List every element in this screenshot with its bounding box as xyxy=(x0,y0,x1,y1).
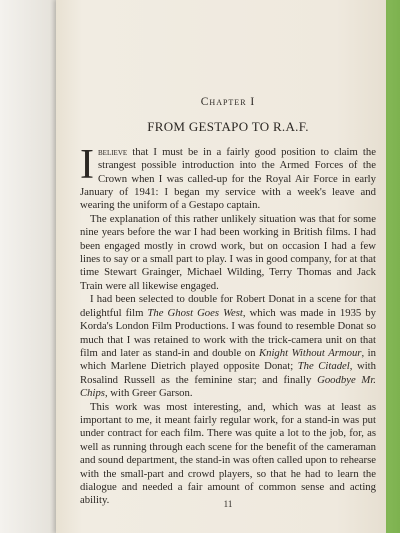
drop-cap: I xyxy=(80,141,94,188)
film-title: Knight Without Armour xyxy=(258,346,362,359)
paragraph-4: This work was most interesting, and, which was at least as important to me, it meant fairly regular work, for a stand-in was put under contract for each film. There was quite a lot to the job, for, as well as running through each scene for the benefit of the cameraman and sound department, the stand-in was often called upon to rehearse with the small-part and crowd players, so that he had to learn the dialogue and needed a fair amount of common sense and acting ability. xyxy=(80,400,376,507)
paragraph-text: , which was made in 1935 by Korda's London Film Productions. I was found to resemble Donat so much that I was retained to work with the trick-camera unit on that film and later as stand-in and double on xyxy=(80,306,376,359)
paragraph-text: , with Greer Garson. xyxy=(104,387,193,400)
paragraph-1 xyxy=(80,141,376,213)
film-title: The Ghost Goes West xyxy=(147,306,243,319)
paragraph-text: , in which Marlene Dietrich played opposite Donat; xyxy=(80,346,376,373)
left-page-edge xyxy=(0,0,62,533)
film-title: The Citadel xyxy=(297,360,350,373)
paragraph-text: that I must be in a fairly good position to claim the strangest possible introduction into the Armed Forces of the Crown when I was called-up for the Royal Air Force in early January of 1941: I began my service with a week's leave and wearing the uniform of a Gestapo captain. xyxy=(80,145,376,212)
film-title: Goodbye Mr. Chips xyxy=(80,373,376,400)
lead-word: believe xyxy=(98,145,128,158)
paragraph-3 xyxy=(80,293,376,400)
paragraph-text: , with Rosalind Russell as the feminine star; and finally xyxy=(80,360,376,386)
book-page xyxy=(56,0,386,533)
page-number: 11 xyxy=(223,499,233,509)
page-content xyxy=(80,96,376,508)
chapter-heading: Chapter I xyxy=(200,96,256,108)
chapter-title: FROM GESTAPO TO R.A.F. xyxy=(147,119,309,135)
paragraph-text: I had been selected to double for Robert Donat in a scene for that delightful film xyxy=(80,293,376,319)
paragraph-2: The explanation of this rather unlikely situation was that for some nine years before the war I had been working in British films. I had been engaged mostly in crowd work, but on occasion I had a few lines to say or a small part to play. I was in good company, for at that time Stewart Grainger, Michael Wilding, Terry Thomas and Jack Train were all likewise engaged. xyxy=(80,212,376,292)
